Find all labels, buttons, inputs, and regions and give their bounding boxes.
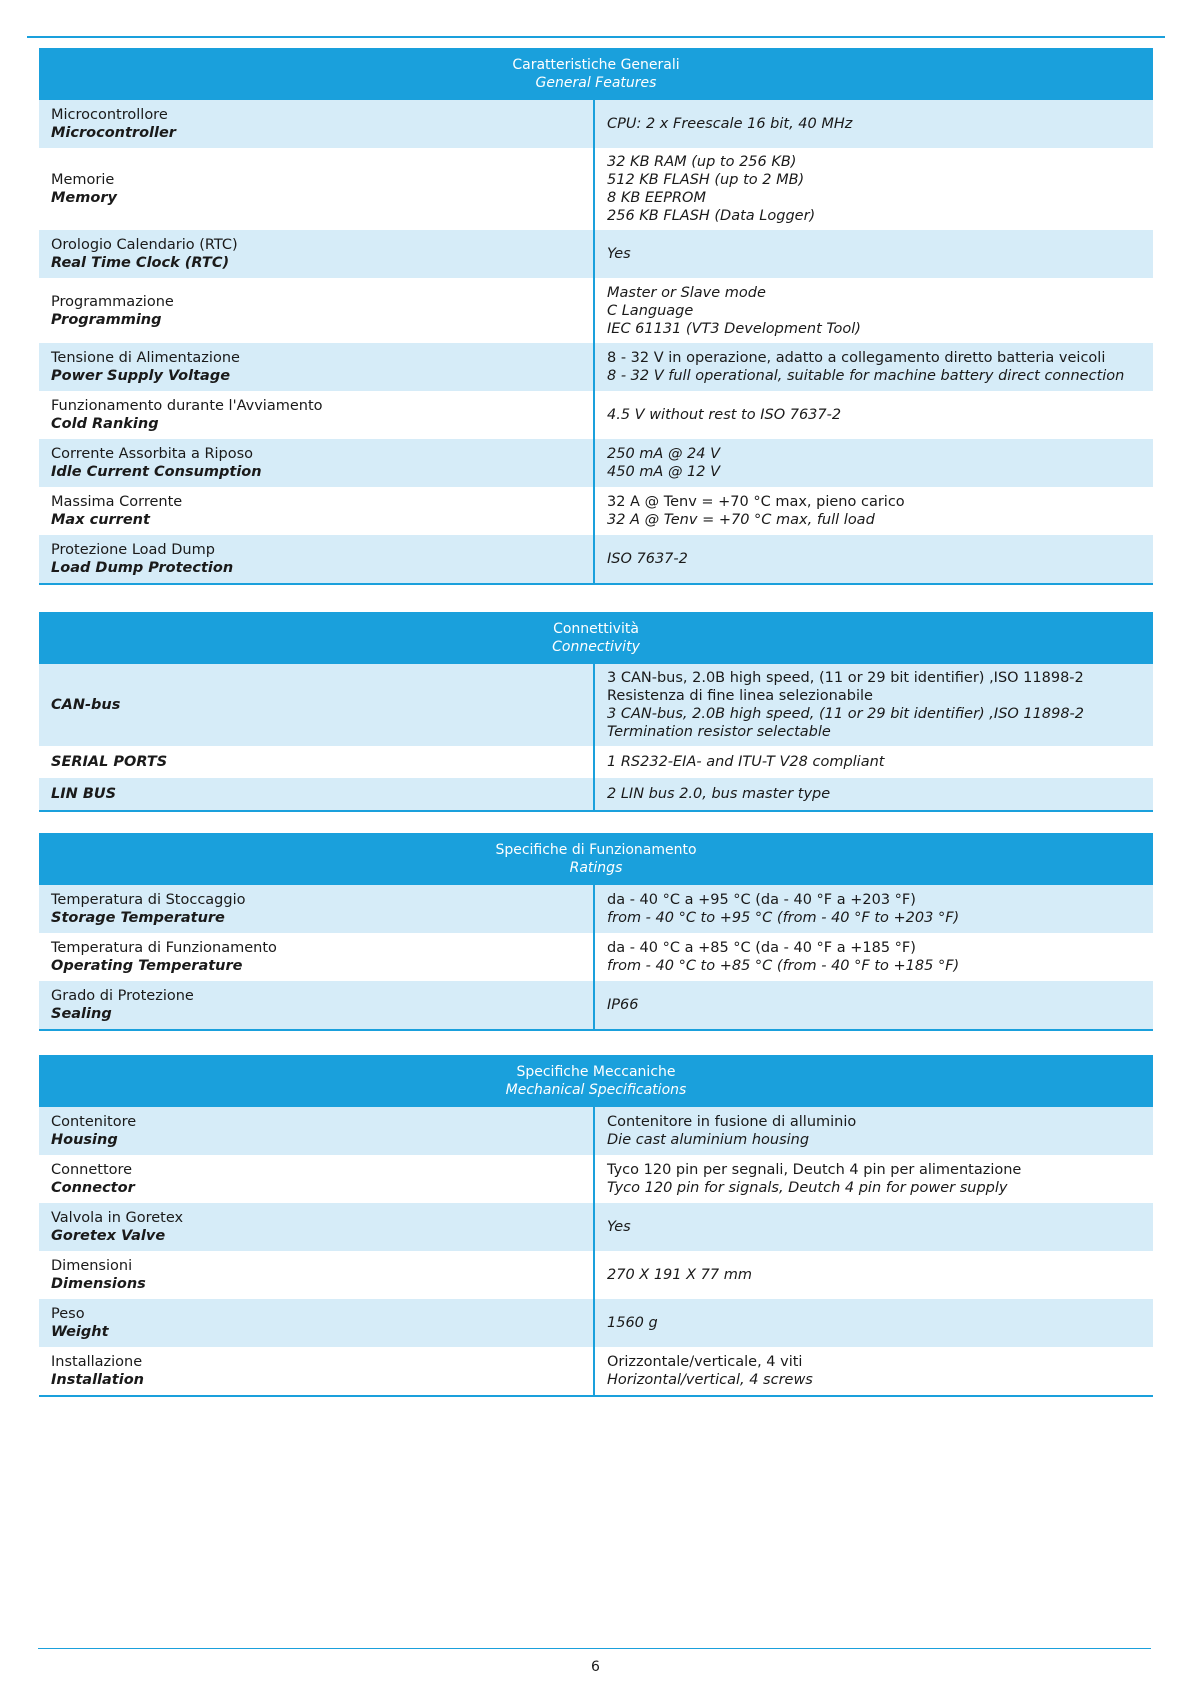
spec-label: [39, 746, 595, 778]
spec-value-line: 8 - 32 V in operazione, adatto a collegamento diretto batteria veicoli: [607, 350, 1106, 366]
spec-value: [595, 391, 1153, 439]
section-header: [39, 612, 1153, 664]
spec-label-it: Funzionamento durante l'Avviamento: [51, 398, 323, 414]
spec-label: [39, 439, 595, 487]
spec-table-general-features: [39, 48, 1153, 585]
spec-label-en: Microcontroller: [51, 125, 176, 141]
spec-label: [39, 100, 595, 148]
spec-value-line: 256 KB FLASH (Data Logger): [607, 208, 816, 224]
spec-value: [595, 981, 1153, 1029]
spec-value: [595, 664, 1153, 746]
spec-label: [39, 487, 595, 535]
spec-row-power-supply-voltage: [39, 343, 1153, 391]
spec-value-line: 4.5 V without rest to ISO 7637-2: [607, 407, 842, 423]
section-title-en: Mechanical Specifications: [505, 1082, 687, 1098]
spec-value: [595, 933, 1153, 981]
spec-value: [595, 439, 1153, 487]
spec-label: [39, 1251, 595, 1299]
spec-label-en: Operating Temperature: [51, 958, 243, 974]
spec-row-load-dump-protection: [39, 535, 1153, 583]
section-title-en: Connectivity: [552, 639, 640, 655]
spec-value-line: Tyco 120 pin for signals, Deutch 4 pin for power supply: [607, 1180, 1008, 1196]
spec-value-line: 1 RS232-EIA- and ITU-T V28 compliant: [607, 754, 885, 770]
spec-label-en: Sealing: [51, 1006, 112, 1022]
spec-label-it: Protezione Load Dump: [51, 542, 215, 558]
spec-row-lin-bus: [39, 778, 1153, 810]
spec-row-sealing: [39, 981, 1153, 1029]
page-number: 6: [591, 1659, 600, 1675]
spec-value: [595, 343, 1153, 391]
spec-value-line: 8 - 32 V full operational, suitable for machine battery direct connection: [607, 368, 1125, 384]
spec-label: [39, 343, 595, 391]
spec-label-it: Contenitore: [51, 1114, 137, 1130]
spec-label-en: Dimensions: [51, 1276, 146, 1292]
spec-row-programming: [39, 278, 1153, 343]
section-title-it: Caratteristiche Generali: [512, 57, 680, 73]
spec-value-line: IEC 61131 (VT3 Development Tool): [607, 320, 861, 337]
spec-value-line: from - 40 °C to +95 °C (from - 40 °F to +203 °F): [607, 910, 960, 926]
spec-label: [39, 778, 595, 810]
spec-value-line: CPU: 2 x Freescale 16 bit, 40 MHz: [607, 116, 853, 132]
spec-row-weight: [39, 1299, 1153, 1347]
section-header: [39, 1055, 1153, 1107]
spec-label-it: Peso: [51, 1306, 85, 1322]
spec-label: [39, 1203, 595, 1251]
spec-label-en: Storage Temperature: [51, 910, 225, 926]
spec-label: [39, 278, 595, 343]
spec-value-line: 32 A @ Tenv = +70 °C max, pieno carico: [607, 494, 905, 510]
spec-label-it: Memorie: [51, 172, 115, 188]
spec-row-memory: [39, 148, 1153, 230]
spec-value: [595, 778, 1153, 810]
spec-value-line: Horizontal/vertical, 4 screws: [607, 1372, 813, 1388]
spec-row-installation: [39, 1347, 1153, 1395]
spec-value-line: Contenitore in fusione di alluminio: [607, 1114, 857, 1130]
spec-label-en: Weight: [51, 1324, 109, 1340]
spec-value-line: IP66: [607, 997, 639, 1013]
section-header: [39, 833, 1153, 885]
spec-label-en: Idle Current Consumption: [51, 464, 262, 480]
spec-label-it: Orologio Calendario (RTC): [51, 237, 238, 253]
spec-label: [39, 391, 595, 439]
spec-value-line: 8 KB EEPROM: [607, 190, 706, 206]
spec-label-it: Dimensioni: [51, 1258, 133, 1274]
spec-value: [595, 885, 1153, 933]
spec-value-line: 512 KB FLASH (up to 2 MB): [607, 172, 805, 188]
section-header: [39, 48, 1153, 100]
top-rule: [27, 36, 1165, 38]
spec-label: [39, 1347, 595, 1395]
spec-value-line: 270 X 191 X 77 mm: [607, 1267, 752, 1283]
spec-row-housing: [39, 1107, 1153, 1155]
spec-value-line: da - 40 °C a +85 °C (da - 40 °F a +185 °F): [607, 940, 916, 956]
spec-label-en: Load Dump Protection: [51, 560, 234, 576]
spec-row-max-current: [39, 487, 1153, 535]
spec-row-connector: [39, 1155, 1153, 1203]
spec-value: [595, 1155, 1153, 1203]
spec-value: [595, 148, 1153, 230]
bottom-rule: [38, 1648, 1151, 1649]
section-title-it: Specifiche Meccaniche: [516, 1064, 676, 1080]
section-title-it: Specifiche di Funzionamento: [495, 842, 697, 858]
spec-row-idle-current-consumption: [39, 439, 1153, 487]
spec-value-line: 250 mA @ 24 V: [607, 446, 721, 462]
spec-label-it: Temperatura di Stoccaggio: [51, 892, 246, 908]
spec-value-line: Tyco 120 pin per segnali, Deutch 4 pin per alimentazione: [607, 1162, 1022, 1178]
spec-value-line: ISO 7637-2: [607, 551, 688, 567]
spec-value-line: 1560 g: [607, 1315, 658, 1331]
spec-value-line: C Language: [607, 302, 694, 319]
spec-value: [595, 230, 1153, 278]
spec-row-serial-ports: [39, 746, 1153, 778]
spec-value: [595, 1299, 1153, 1347]
spec-value-line: Resistenza di fine linea selezionabile: [607, 688, 873, 704]
spec-value: [595, 535, 1153, 583]
spec-value-line: 2 LIN bus 2.0, bus master type: [607, 786, 831, 802]
spec-value-line: Die cast aluminium housing: [607, 1132, 810, 1148]
spec-label-it: Massima Corrente: [51, 494, 183, 510]
spec-label-en: SERIAL PORTS: [51, 754, 168, 770]
spec-value-line: Termination resistor selectable: [607, 724, 831, 740]
spec-row-microcontroller: [39, 100, 1153, 148]
spec-label-en: Cold Ranking: [51, 416, 159, 432]
spec-value-line: Yes: [607, 1219, 631, 1235]
spec-label-it: Grado di Protezione: [51, 988, 194, 1004]
spec-row-cold-ranking: [39, 391, 1153, 439]
spec-table-ratings: [39, 833, 1153, 1031]
spec-label-en: Connector: [51, 1180, 135, 1196]
spec-label: [39, 1107, 595, 1155]
spec-label: [39, 933, 595, 981]
spec-row-real-time-clock-rtc: [39, 230, 1153, 278]
spec-value: [595, 1107, 1153, 1155]
section-title-it: Connettività: [553, 621, 639, 637]
spec-table-connectivity: [39, 612, 1153, 812]
spec-row-operating-temperature: [39, 933, 1153, 981]
spec-label-it: Connettore: [51, 1162, 133, 1178]
spec-label: [39, 885, 595, 933]
spec-row-goretex-valve: [39, 1203, 1153, 1251]
spec-row-can-bus: [39, 664, 1153, 746]
spec-value: [595, 1347, 1153, 1395]
section-title-en: General Features: [535, 75, 657, 91]
spec-label-en: Programming: [51, 311, 162, 328]
spec-label: [39, 664, 595, 746]
spec-label-it: Tensione di Alimentazione: [51, 350, 240, 366]
spec-label: [39, 1155, 595, 1203]
spec-label-en: Goretex Valve: [51, 1228, 166, 1244]
spec-label-en: Max current: [51, 512, 150, 528]
spec-value-line: 3 CAN-bus, 2.0B high speed, (11 or 29 bit identifier) ,ISO 11898-2: [607, 670, 1084, 686]
spec-label-it: Corrente Assorbita a Riposo: [51, 446, 254, 462]
spec-value-line: 32 KB RAM (up to 256 KB): [607, 154, 797, 170]
spec-label: [39, 981, 595, 1029]
spec-value-line: Master or Slave mode: [607, 284, 766, 301]
spec-value-line: da - 40 °C a +95 °C (da - 40 °F a +203 °F): [607, 892, 916, 908]
spec-label-en: Housing: [51, 1132, 118, 1148]
spec-label-it: Microcontrollore: [51, 107, 168, 123]
spec-value-line: 32 A @ Tenv = +70 °C max, full load: [607, 512, 875, 528]
spec-label: [39, 230, 595, 278]
spec-row-storage-temperature: [39, 885, 1153, 933]
spec-value: [595, 278, 1153, 343]
spec-label-en: Installation: [51, 1372, 144, 1388]
spec-value-line: from - 40 °C to +85 °C (from - 40 °F to +185 °F): [607, 958, 960, 974]
spec-row-dimensions: [39, 1251, 1153, 1299]
spec-label-en: CAN-bus: [51, 697, 121, 713]
spec-value-line: Orizzontale/verticale, 4 viti: [607, 1354, 803, 1370]
spec-value: [595, 487, 1153, 535]
spec-value-line: 450 mA @ 12 V: [607, 464, 721, 480]
spec-value-line: 3 CAN-bus, 2.0B high speed, (11 or 29 bit identifier) ,ISO 11898-2: [607, 706, 1084, 722]
spec-label-it: Programmazione: [51, 293, 174, 310]
spec-label: [39, 148, 595, 230]
spec-label: [39, 1299, 595, 1347]
spec-label-it: Temperatura di Funzionamento: [51, 940, 277, 956]
spec-label-en: Memory: [51, 190, 117, 206]
section-title-en: Ratings: [569, 860, 623, 876]
spec-label-it: Valvola in Goretex: [51, 1210, 184, 1226]
spec-value: [595, 1251, 1153, 1299]
spec-label-en: Real Time Clock (RTC): [51, 255, 230, 271]
spec-label-it: Installazione: [51, 1354, 143, 1370]
spec-value-line: Yes: [607, 246, 631, 262]
spec-label-en: LIN BUS: [51, 786, 117, 802]
spec-value: [595, 1203, 1153, 1251]
spec-label-en: Power Supply Voltage: [51, 368, 231, 384]
spec-label: [39, 535, 595, 583]
spec-value: [595, 100, 1153, 148]
spec-value: [595, 746, 1153, 778]
spec-table-mechanical-specifications: [39, 1055, 1153, 1397]
